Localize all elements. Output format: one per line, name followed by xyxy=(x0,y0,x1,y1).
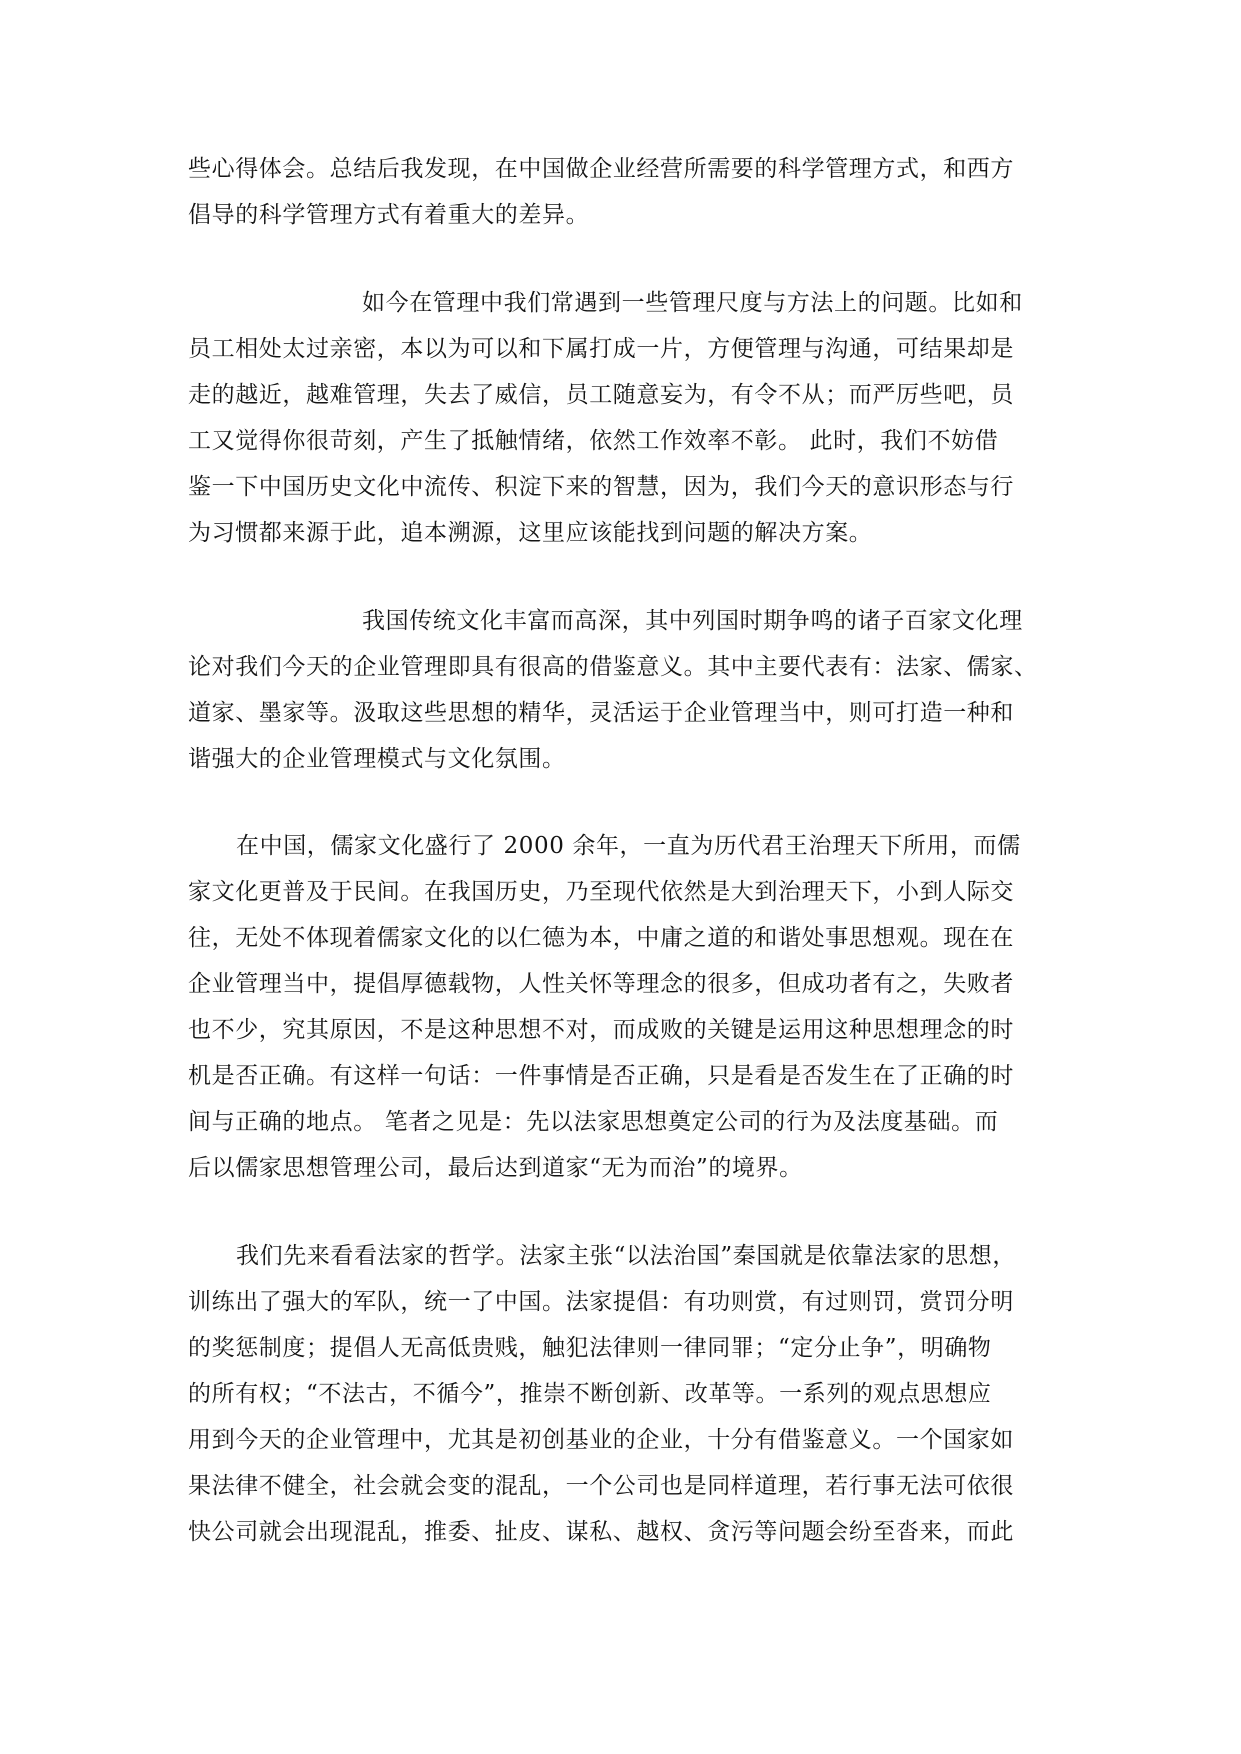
text-line: 论对我们今天的企业管理即具有很高的借鉴意义。其中主要代表有：法家、儒家、 xyxy=(188,654,1038,680)
text-line: 在中国，儒家文化盛行了 2000 余年，一直为历代君王治理天下所用，而儒 xyxy=(236,833,1021,859)
text-line: 员工相处太过亲密，本以为可以和下属打成一片，方便管理与沟通，可结果却是 xyxy=(188,336,1014,362)
text-line: 机是否正确。有这样一句话：一件事情是否正确，只是看是否发生在了正确的时 xyxy=(188,1063,1014,1089)
text-line: 往，无处不体现着儒家文化的以仁德为本，中庸之道的和谐处事思想观。现在在 xyxy=(188,925,1014,951)
text-line: 训练出了强大的军队，统一了中国。法家提倡：有功则赏，有过则罚，赏罚分明 xyxy=(188,1289,1014,1315)
text-line: 倡导的科学管理方式有着重大的差异。 xyxy=(188,202,590,228)
paragraph-1 xyxy=(188,146,1088,238)
text-line: 为习惯都来源于此，追本溯源，这里应该能找到问题的解决方案。 xyxy=(188,520,873,546)
text-line: 些心得体会。总结后我发现，在中国做企业经营所需要的科学管理方式，和西方 xyxy=(188,156,1014,182)
text-line: 快公司就会出现混乱，推委、扯皮、谋私、越权、贪污等问题会纷至沓来，而此 xyxy=(188,1519,1014,1545)
text-line: 间与正确的地点。 笔者之见是：先以法家思想奠定公司的行为及法度基础。而 xyxy=(188,1109,999,1135)
text-line: 如今在管理中我们常遇到一些管理尺度与方法上的问题。比如和 xyxy=(362,290,1023,316)
text-line: 走的越近，越难管理，失去了威信，员工随意妄为，有令不从；而严厉些吧，员 xyxy=(188,382,1014,408)
text-line: 鉴一下中国历史文化中流传、积淀下来的智慧，因为，我们今天的意识形态与行 xyxy=(188,474,1014,500)
paragraph-2 xyxy=(188,280,1088,556)
text-line: 用到今天的企业管理中，尤其是初创基业的企业，十分有借鉴意义。一个国家如 xyxy=(188,1427,1014,1453)
paragraph-5 xyxy=(188,1233,1088,1555)
text-line: 我们先来看看法家的哲学。法家主张“以法治国”秦国就是依靠法家的思想， xyxy=(236,1243,1016,1269)
text-line: 企业管理当中，提倡厚德载物，人性关怀等理念的很多，但成功者有之，失败者 xyxy=(188,971,1014,997)
paragraph-3 xyxy=(188,598,1088,782)
text-line: 道家、墨家等。汲取这些思想的精华，灵活运于企业管理当中，则可打造一种和 xyxy=(188,700,1014,726)
text-line: 的奖惩制度；提倡人无高低贵贱，触犯法律则一律同罪；“定分止争”，明确物 xyxy=(188,1335,992,1361)
paragraph-4 xyxy=(188,823,1088,1191)
text-line: 工又觉得你很苛刻，产生了抵触情绪，依然工作效率不彰。 此时，我们不妨借 xyxy=(188,428,999,454)
text-line: 家文化更普及于民间。在我国历史，乃至现代依然是大到治理天下，小到人际交 xyxy=(188,879,1014,905)
text-line: 也不少，究其原因，不是这种思想不对，而成败的关键是运用这种思想理念的时 xyxy=(188,1017,1014,1043)
text-line: 我国传统文化丰富而高深，其中列国时期争鸣的诸子百家文化理 xyxy=(362,608,1023,634)
text-line: 后以儒家思想管理公司，最后达到道家“无为而治”的境界。 xyxy=(188,1155,803,1181)
text-line: 谐强大的企业管理模式与文化氛围。 xyxy=(188,746,566,772)
text-line: 的所有权；“不法古，不循今”，推崇不断创新、改革等。一系列的观点思想应 xyxy=(188,1381,992,1407)
text-line: 果法律不健全，社会就会变的混乱，一个公司也是同样道理，若行事无法可依很 xyxy=(188,1473,1014,1499)
